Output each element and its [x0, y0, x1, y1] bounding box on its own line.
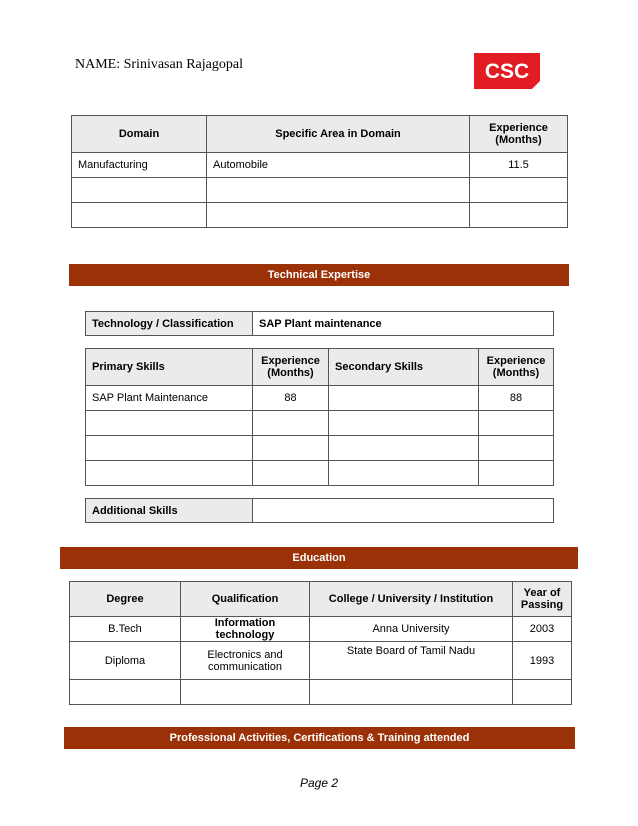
table-cell	[253, 411, 329, 436]
table-cell: Information technology	[181, 617, 310, 642]
table-cell: Automobile	[207, 153, 470, 178]
table-cell: Anna University	[310, 617, 513, 642]
table-cell: 88	[479, 386, 554, 411]
classification-table	[85, 311, 554, 336]
column-header: Year of Passing	[513, 582, 572, 617]
table-cell: 11.5	[470, 153, 568, 178]
table-cell	[181, 680, 310, 705]
table-cell	[470, 203, 568, 228]
table-cell	[207, 203, 470, 228]
table-cell	[86, 411, 253, 436]
education-table	[69, 581, 572, 705]
table-cell	[207, 178, 470, 203]
table-row	[86, 386, 554, 411]
table-row	[70, 642, 572, 680]
table-cell: 1993	[513, 642, 572, 680]
candidate-name: NAME: Srinivasan Rajagopal	[75, 57, 243, 72]
csc-logo	[474, 53, 540, 89]
column-header: Secondary Skills	[329, 349, 479, 386]
table-cell	[253, 461, 329, 486]
skills-table	[85, 348, 554, 486]
additional-skills-value	[253, 499, 554, 523]
column-header: College / University / Institution	[310, 582, 513, 617]
table-cell	[329, 461, 479, 486]
table-cell	[70, 680, 181, 705]
table-cell	[72, 203, 207, 228]
column-header: Qualification	[181, 582, 310, 617]
classification-label: Technology / Classification	[86, 312, 253, 336]
table-row	[72, 178, 568, 203]
education-banner: Education	[60, 547, 578, 569]
table-cell	[329, 436, 479, 461]
additional-skills-table	[85, 498, 554, 523]
domain-table	[71, 115, 568, 228]
table-cell: Diploma	[70, 642, 181, 680]
table-cell	[253, 436, 329, 461]
column-header: Domain	[72, 116, 207, 153]
table-row	[70, 617, 572, 642]
logo-text: CSC	[484, 60, 530, 83]
page-number: Page 2	[299, 776, 339, 790]
column-header: Degree	[70, 582, 181, 617]
column-header: Primary Skills	[86, 349, 253, 386]
table-row	[86, 411, 554, 436]
table-cell	[86, 436, 253, 461]
additional-skills-label: Additional Skills	[86, 499, 253, 523]
column-header: Experience (Months)	[253, 349, 329, 386]
column-header: Experience (Months)	[470, 116, 568, 153]
table-row	[86, 436, 554, 461]
column-header: Specific Area in Domain	[207, 116, 470, 153]
table-row	[72, 203, 568, 228]
table-cell	[470, 178, 568, 203]
table-cell: B.Tech	[70, 617, 181, 642]
table-cell: SAP Plant Maintenance	[86, 386, 253, 411]
table-cell: Manufacturing	[72, 153, 207, 178]
table-cell	[329, 386, 479, 411]
table-row	[72, 153, 568, 178]
table-cell	[329, 411, 479, 436]
table-cell: Electronics and communication	[181, 642, 310, 680]
table-cell	[86, 461, 253, 486]
table-row	[86, 461, 554, 486]
table-cell: State Board of Tamil Nadu	[310, 642, 513, 680]
table-row	[70, 680, 572, 705]
table-cell: 88	[253, 386, 329, 411]
table-cell: 2003	[513, 617, 572, 642]
technical-expertise-banner: Technical Expertise	[69, 264, 569, 286]
table-cell	[479, 461, 554, 486]
professional-activities-banner: Professional Activities, Certifications & Training attended	[64, 727, 575, 749]
column-header: Experience (Months)	[479, 349, 554, 386]
table-cell	[72, 178, 207, 203]
classification-value: SAP Plant maintenance	[253, 312, 554, 336]
table-cell	[479, 436, 554, 461]
table-cell	[479, 411, 554, 436]
table-cell	[310, 680, 513, 705]
table-cell	[513, 680, 572, 705]
